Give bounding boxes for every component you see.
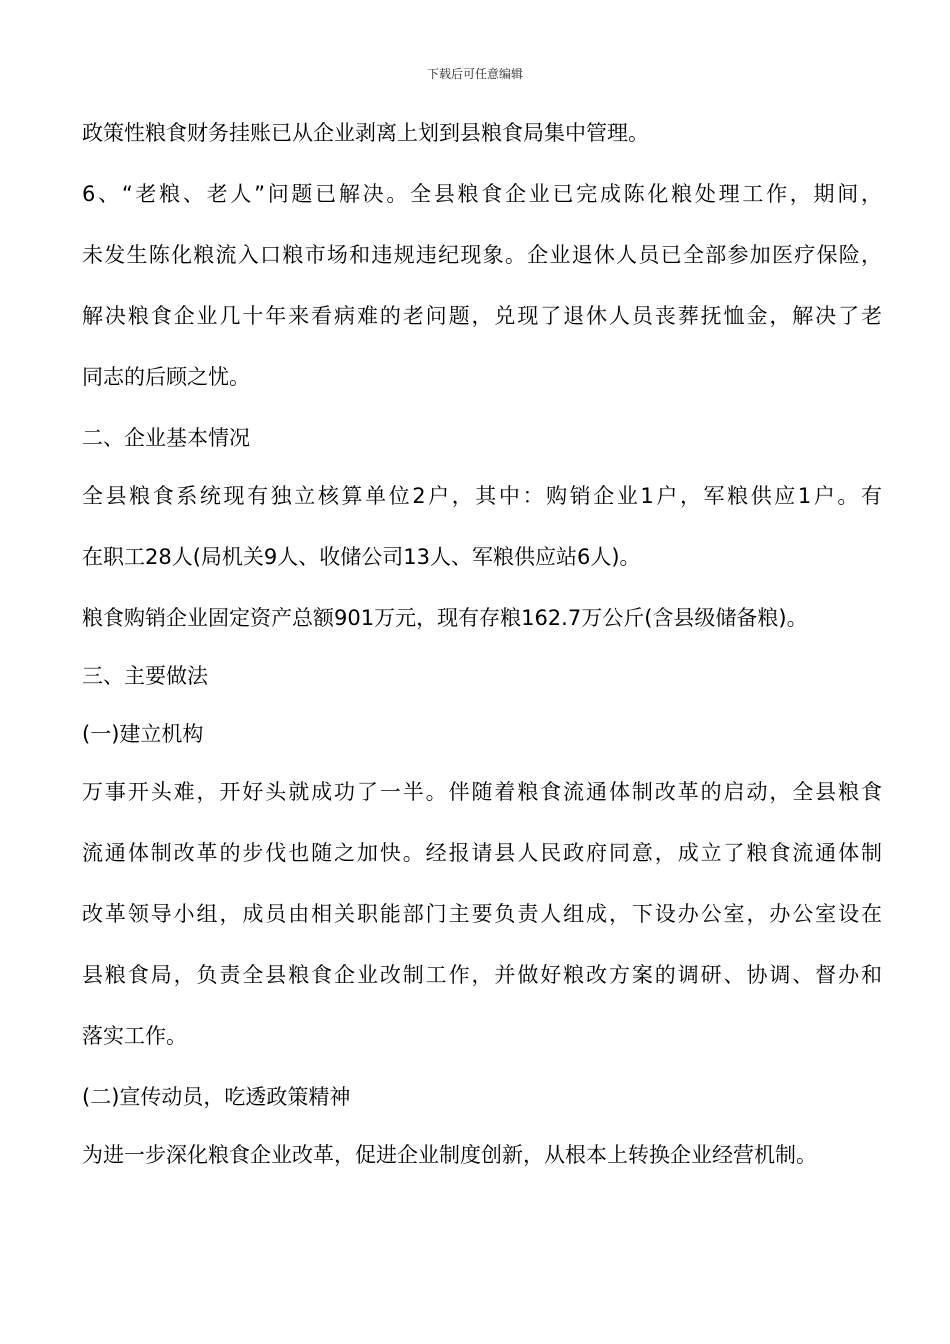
text-line: 解决粮食企业几十年来看病难的老问题，兑现了退休人员丧葬抚恤金，解决了老 <box>82 304 882 328</box>
text-line: 流通体制改革的步伐也随之加快。经报请县人民政府同意，成立了粮食流通体制 <box>82 841 882 865</box>
text-line: 6、“老粮、老人”问题已解决。全县粮食企业已完成陈化粮处理工作，期间， <box>82 182 882 206</box>
page-header-note: 下载后可任意编辑 <box>426 67 523 81</box>
text-line: 在职工28人(局机关9人、收储公司13人、军粮供应站6人)。 <box>82 545 641 569</box>
text-line: 落实工作。 <box>82 1024 187 1048</box>
text-line: 同志的后顾之忧。 <box>82 365 250 389</box>
text-line: 未发生陈化粮流入口粮市场和违规违纪现象。企业退休人员已全部参加医疗保险， <box>82 243 882 267</box>
text-line: 政策性粮食财务挂账已从企业剥离上划到县粮食局集中管理。 <box>82 121 649 145</box>
section-heading: 二、企业基本情况 <box>82 426 250 450</box>
text-line: 县粮食局，负责全县粮食企业改制工作，并做好粮改方案的调研、协调、督办和 <box>82 963 882 987</box>
text-line: 改革领导小组，成员由相关职能部门主要负责人组成，下设办公室，办公室设在 <box>82 902 882 926</box>
text-line: 万事开头难，开好头就成功了一半。伴随着粮食流通体制改革的启动，全县粮食 <box>82 780 882 804</box>
text-line: 为进一步深化粮食企业改革，促进企业制度创新，从根本上转换企业经营机制。 <box>82 1143 817 1167</box>
document-body <box>82 118 882 1201</box>
text-line: 全县粮食系统现有独立核算单位2户，其中：购销企业1户，军粮供应1户。有 <box>82 484 882 508</box>
section-heading: 三、主要做法 <box>82 664 208 688</box>
subsection-heading: (二)宣传动员，吃透政策精神 <box>82 1085 351 1109</box>
text-line: 粮食购销企业固定资产总额901万元，现有存粮162.7万公斤(含县级储备粮)。 <box>82 606 808 630</box>
subsection-heading: (一)建立机构 <box>82 722 204 746</box>
